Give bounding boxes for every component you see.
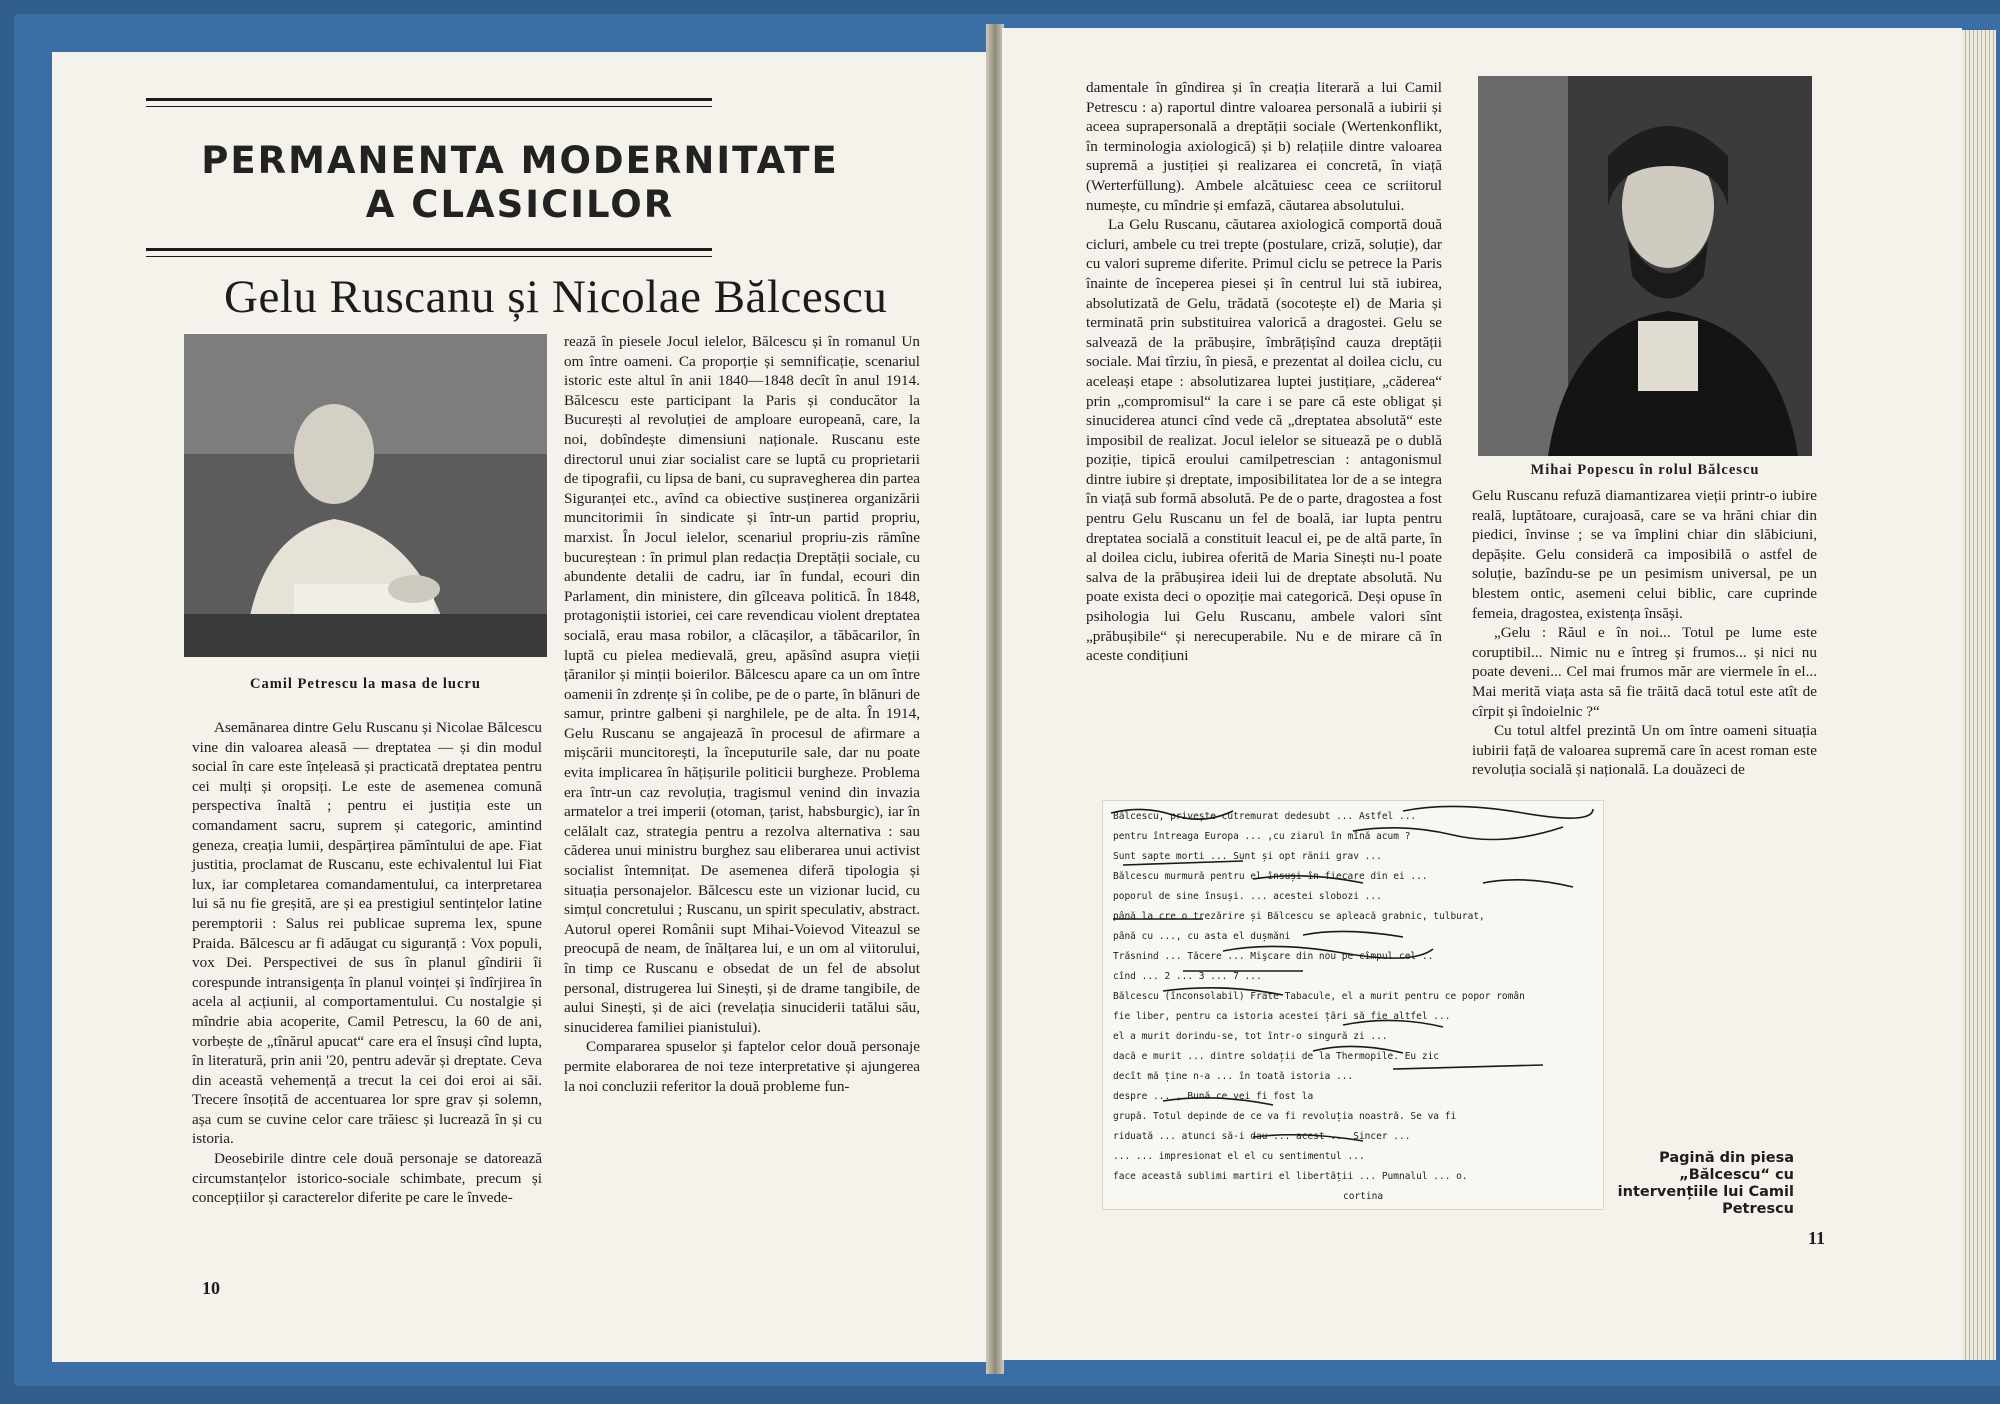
manuscript-line: decît mă ține n-a ... în toată istoria ... [1113,1071,1354,1082]
manuscript-line: cortina [1343,1191,1384,1202]
left-col2-paragraph-2: Compararea spuselor și faptelor celor două personaje permite elaborarea de noi teze interpretative și ajungerea la noi concluzii referitor la două probleme fun- [564,1038,920,1095]
photo-mihai-popescu-art [1478,76,1812,456]
page-number-left: 10 [202,1278,220,1298]
manuscript-line: Bălcescu, privește cutremurat dedesubt ... Astfel ... [1113,811,1417,822]
left-col2-paragraph-1: rează în piesele Jocul ielelor, Bălcescu și în romanul Un om între oameni. Ca proporție și semnificație, scenariul istoric este altul în anii 1840—1848 decît în anul 1914. Bălcescu este participant la Paris și conducător la București al revoluției de amploare europeană, care, la noi, dobîndește dimensiuni naționale. Ruscanu este directorul unui ziar socialist care se luptă cu proprietarii de tipografii, cu lipsa de bani, cu supravegherea din partea Siguranței etc., avînd ca obiective susținerea organizării muncitorimii în sindicate și într-un partid propriu, marxist. În Jocul ielelor, scenariul propriu-zis rămîne bucureștean : în primul plan redacția Dreptății sociale, cu abundente detalii de cadru, iar în fundal, ecouri din Parlament, din ministere, din gîlceava politică. În 1848, protagoniștii istoriei, cei care revendicau violent dreptatea socială, erau masa robilor, a clăcașilor, a tăbăcarilor, în luptă cu pielea medievală, greu, apăsînd asupra vieții țăranilor și minții boierilor. Bălcescu apare ca un om între oamenii în zdrențe și în colibe, pe de o parte, în blănuri de samur, printre galbeni și narghilele, pe de alta. În 1914, Gelu Ruscanu se angajează în procesul de afirmare a mișcării muncitorești, la începuturile sale, dar nu poate evita implicarea în hățișurile politicii burgheze. Problema era într-un caz revoluția, tragismul venind din invazia armatelor a trei imperii (otoman, țarist, habsburgic), iar în celălalt caz, strategia pentru a rezolva alternativa : sau căderea unui ministru burghez sau eliberarea unui activist socialist întemnițat. De asemenea diferă tipologia și situația personajelor. Bălcescu este un vizionar lucid, cu simțul concretului ; Ruscanu, un spirit speculativ, abstract. Autorul operei Românii supt Mihai-Voievod Viteazul se preocupă de neam, de înălțarea lui, e un om al viitorului, în timp ce Ruscanu e obsedat de un fel de absolut personal, distrugerea lui Sinești, și de drame tangibile, de aului Sinești, și de aici (revelația sinuciderii tatălui său, sinuciderea familiei pianistului). [564,333,920,1036]
page-edges [1962,30,1996,1360]
manuscript-line: Trăsnind ... Tăcere ... Mişcare din nou pe cîmpul cel .. [1113,951,1434,962]
manuscript-line: face această sublimi martiri el libertății ... Pumnalul ... o. [1113,1171,1468,1182]
right-col2-paragraph-1: Gelu Ruscanu refuză diamantizarea vieții printr-o iubire reală, luptătoare, curajoasă, care se va hrăni chiar din piedici, învinse ; se va împlini chiar din slăbiciuni, depășite. Gelu consideră ca imposibilă o astfel de soluție, bazîndu-se pe un pesimism universal, pe un blestem ontic, asemeni celui biblic, care cuprinde femeia, dragostea, existența însăși. [1472,487,1817,622]
right-col1-paragraph-2: La Gelu Ruscanu, căutarea axiologică comportă două cicluri, ambele cu trei trepte (postulare, criză, soluție), dar cu valori supreme diferite. Primul ciclu se petrece la Paris înainte de începerea piesei și în centrul lui stă iubirea, absolutizată de Gelu, trădată (socotește el) de Maria și terminată prin substituirea valorică a dragostei. Gelu se salvează de la prăbușire, îmbrățișînd cauza dreptății sociale. Mai tîrziu, în piesă, e prezentat al doilea ciclu, cu aceleași etape : absolutizarea luptei justițiare, „căderea“ prin „compromisul“ la care i se pare că este obligat și sinuciderea atunci cînd vede că „dreptatea absolută“ este imposibil de realizat. Jocul ielelor se situează pe o dublă poziție, tipică eroului camilpetrescian : antagonismul dintre iubire și dreptate, imposibilitatea lor de a se integra în viață sub formă absolută. Pe de o parte, dragostea a fost pentru Gelu Ruscanu un fel de boală, iar lupta pentru dreptatea socială a constituit leacul ei, pe de altă parte, în al doilea ciclu, iubirea oferită de Maria Sinești nu-l poate salva de la prăbușirea ideii lui de dreptate absolută. Nu poate exista deci o opoziție mai categorică. Deși opuse în psihologia lui Gelu Ruscanu, ambele valori sînt „prăbușibile“ și nerecuperabile. Nu e de mirare că în aceste condițiuni [1086,216,1442,665]
manuscript-facsimile [1102,800,1604,1210]
photo-caption-left: Camil Petrescu la masa de lucru [250,676,481,692]
handwritten-corrections [1103,801,1603,1209]
manuscript-line: Bălcescu (înconsolabil) Frate Tabacule, el a murit pentru ce popor român [1113,991,1525,1002]
manuscript-line: poporul de sine însuși. ... acestei slobozi ... [1113,891,1382,902]
left-page [52,52,988,1362]
left-column-2 [564,332,920,1096]
headline-line-1: PERMANENTA MODERNITATE [201,139,839,182]
left-col1-paragraph-1: Asemănarea dintre Gelu Ruscanu și Nicolae Bălcescu vine din valoarea aleasă — dreptatea — și din modul social în care este înțeleasă și practicată dreptatea pentru cei mulți și oropsiți. Le este de asemenea comună perspectiva înaltă ; pentru ei justiția este un comandament sacru, suprem și categoric, amintind geneza, creația lumii, despărțirea pămîntului de ape. Fiat justitia, proclamat de Ruscanu, este echivalentul lui Fiat lux, iar completarea comandamentului, ca interpretarea lui să nu fie greșită, are și ea prestigiul sentințelor latine peremptorii : Salus rei publicae suprema lex, spune Praida. Bălcescu ar fi adăugat cu siguranță : Vox populi, vox Dei. Perspectivei de sus în planul gîndirii îi corespunde intransigența în planul voinței și îndîrjirea în acela al acțiunii, al comportamentului. Cu nostalgie și mîndrie abia acoperite, Camil Petrescu, la 60 de ani, vorbește de „tînărul apucat“ care era el însuși cînd lupta, în literatură, prin anii '20, pentru adevăr și dreptate. Ceva din această vehemență a trecut la cei doi eroi ai săi. Trecere însoțită de accentuarea lor spre grav și solemn, așa cum se cuvine celor care trăiesc și lucrează în și cu istoria. [192,719,542,1148]
right-col2-paragraph-3: Cu totul altfel prezintă Un om între oameni situația iubirii față de valoarea supremă care în acest roman este revoluția socială și națională. La douăzeci de [1472,722,1817,779]
manuscript-line: Bălcescu murmură pentru el însuși în fiecare din ei ... [1113,871,1428,882]
right-column-2 [1472,486,1817,780]
photo-camil-petrescu [184,334,547,657]
photo-mihai-popescu [1478,76,1812,456]
headline-line-2: A CLASICILOR [365,183,675,226]
manuscript-caption: Pagină din piesa „Bălcescu“ cu intervențiile lui Camil Petrescu [1617,1150,1794,1217]
manuscript-line: fie liber, pentru ca istoria acestei țări să fie altfel ... [1113,1011,1451,1022]
headline-rule-top [146,98,712,101]
headline-rule-bottom [146,248,712,251]
headline-rule-bottom-thin [146,256,712,257]
article-title: Gelu Ruscanu și Nicolae Bălcescu [224,271,888,323]
manuscript-line: grupă. Totul depinde de ce va fi revoluția noastră. Se va fi [1113,1111,1457,1122]
left-column-1 [192,718,542,1208]
right-col2-paragraph-2: „Gelu : Răul e în noi... Totul pe lume este coruptibil... Nimic nu e întreg și frumos... și nici nu poate deveni... Cel mai frumos măr are viermele în el... Mai merită viața asta să fie trăită dacă totul este atît de cîrpit și îndoielnic ?“ [1472,624,1817,720]
headline-rule-top-thin [146,106,712,107]
right-col1-paragraph-1: damentale în gîndirea și în creația literară a lui Camil Petrescu : a) raportul dintre valoarea personală a iubirii și aceea suprapersonală a dreptății sociale (Wertenkonflikt, în terminologia axiologică) și b) relațiile dintre valoarea supremă a justiției și realizarea ei concretă, în viață (Werterfüllung). Ambele alcătuiesc ceea ce scriitorul numește, cu mîndrie și emfază, căutarea absolutului. [1086,79,1442,214]
manuscript-line: el a murit dorindu-se, tot într-o singură zi ... [1113,1031,1388,1042]
manuscript-line: dacă e murit ... dintre soldații de la Thermopile. Eu zic [1113,1051,1440,1062]
manuscript-line: pentru întreaga Europa ... ,cu ziarul în mînă acum ? [1113,831,1411,842]
page-number-right: 11 [1808,1228,1826,1248]
right-column-1 [1086,78,1442,666]
left-col1-paragraph-2: Deosebirile dintre cele două personaje se datorează circumstanțelor istorico-sociale schimbate, precum și concepțiilor și caracterelor diferite pe care le învede- [192,1150,542,1207]
manuscript-line: ... ... impresionat el el cu sentimentul ... [1113,1151,1365,1162]
manuscript-line: Sunt sapte morti ... Sunt și opt rănii grav ... [1113,851,1382,862]
photo-camil-petrescu-art [184,334,547,657]
manuscript-line: despre ... , Bună ce vei fi fost la [1113,1091,1314,1102]
manuscript-line: până la cre o trezărire și Bălcescu se apleacă grabnic, tulburat, [1113,911,1485,922]
manuscript-line: până cu ..., cu asta el dușmăni [1113,931,1291,942]
photo-caption-right: Mihai Popescu în rolul Bălcescu [1530,462,1760,478]
manuscript-line: cînd ... 2 ... 3 ... 7 ... [1113,971,1262,982]
manuscript-line: riduată ... atunci să-i dau ... acest ... Sincer ... [1113,1131,1411,1142]
